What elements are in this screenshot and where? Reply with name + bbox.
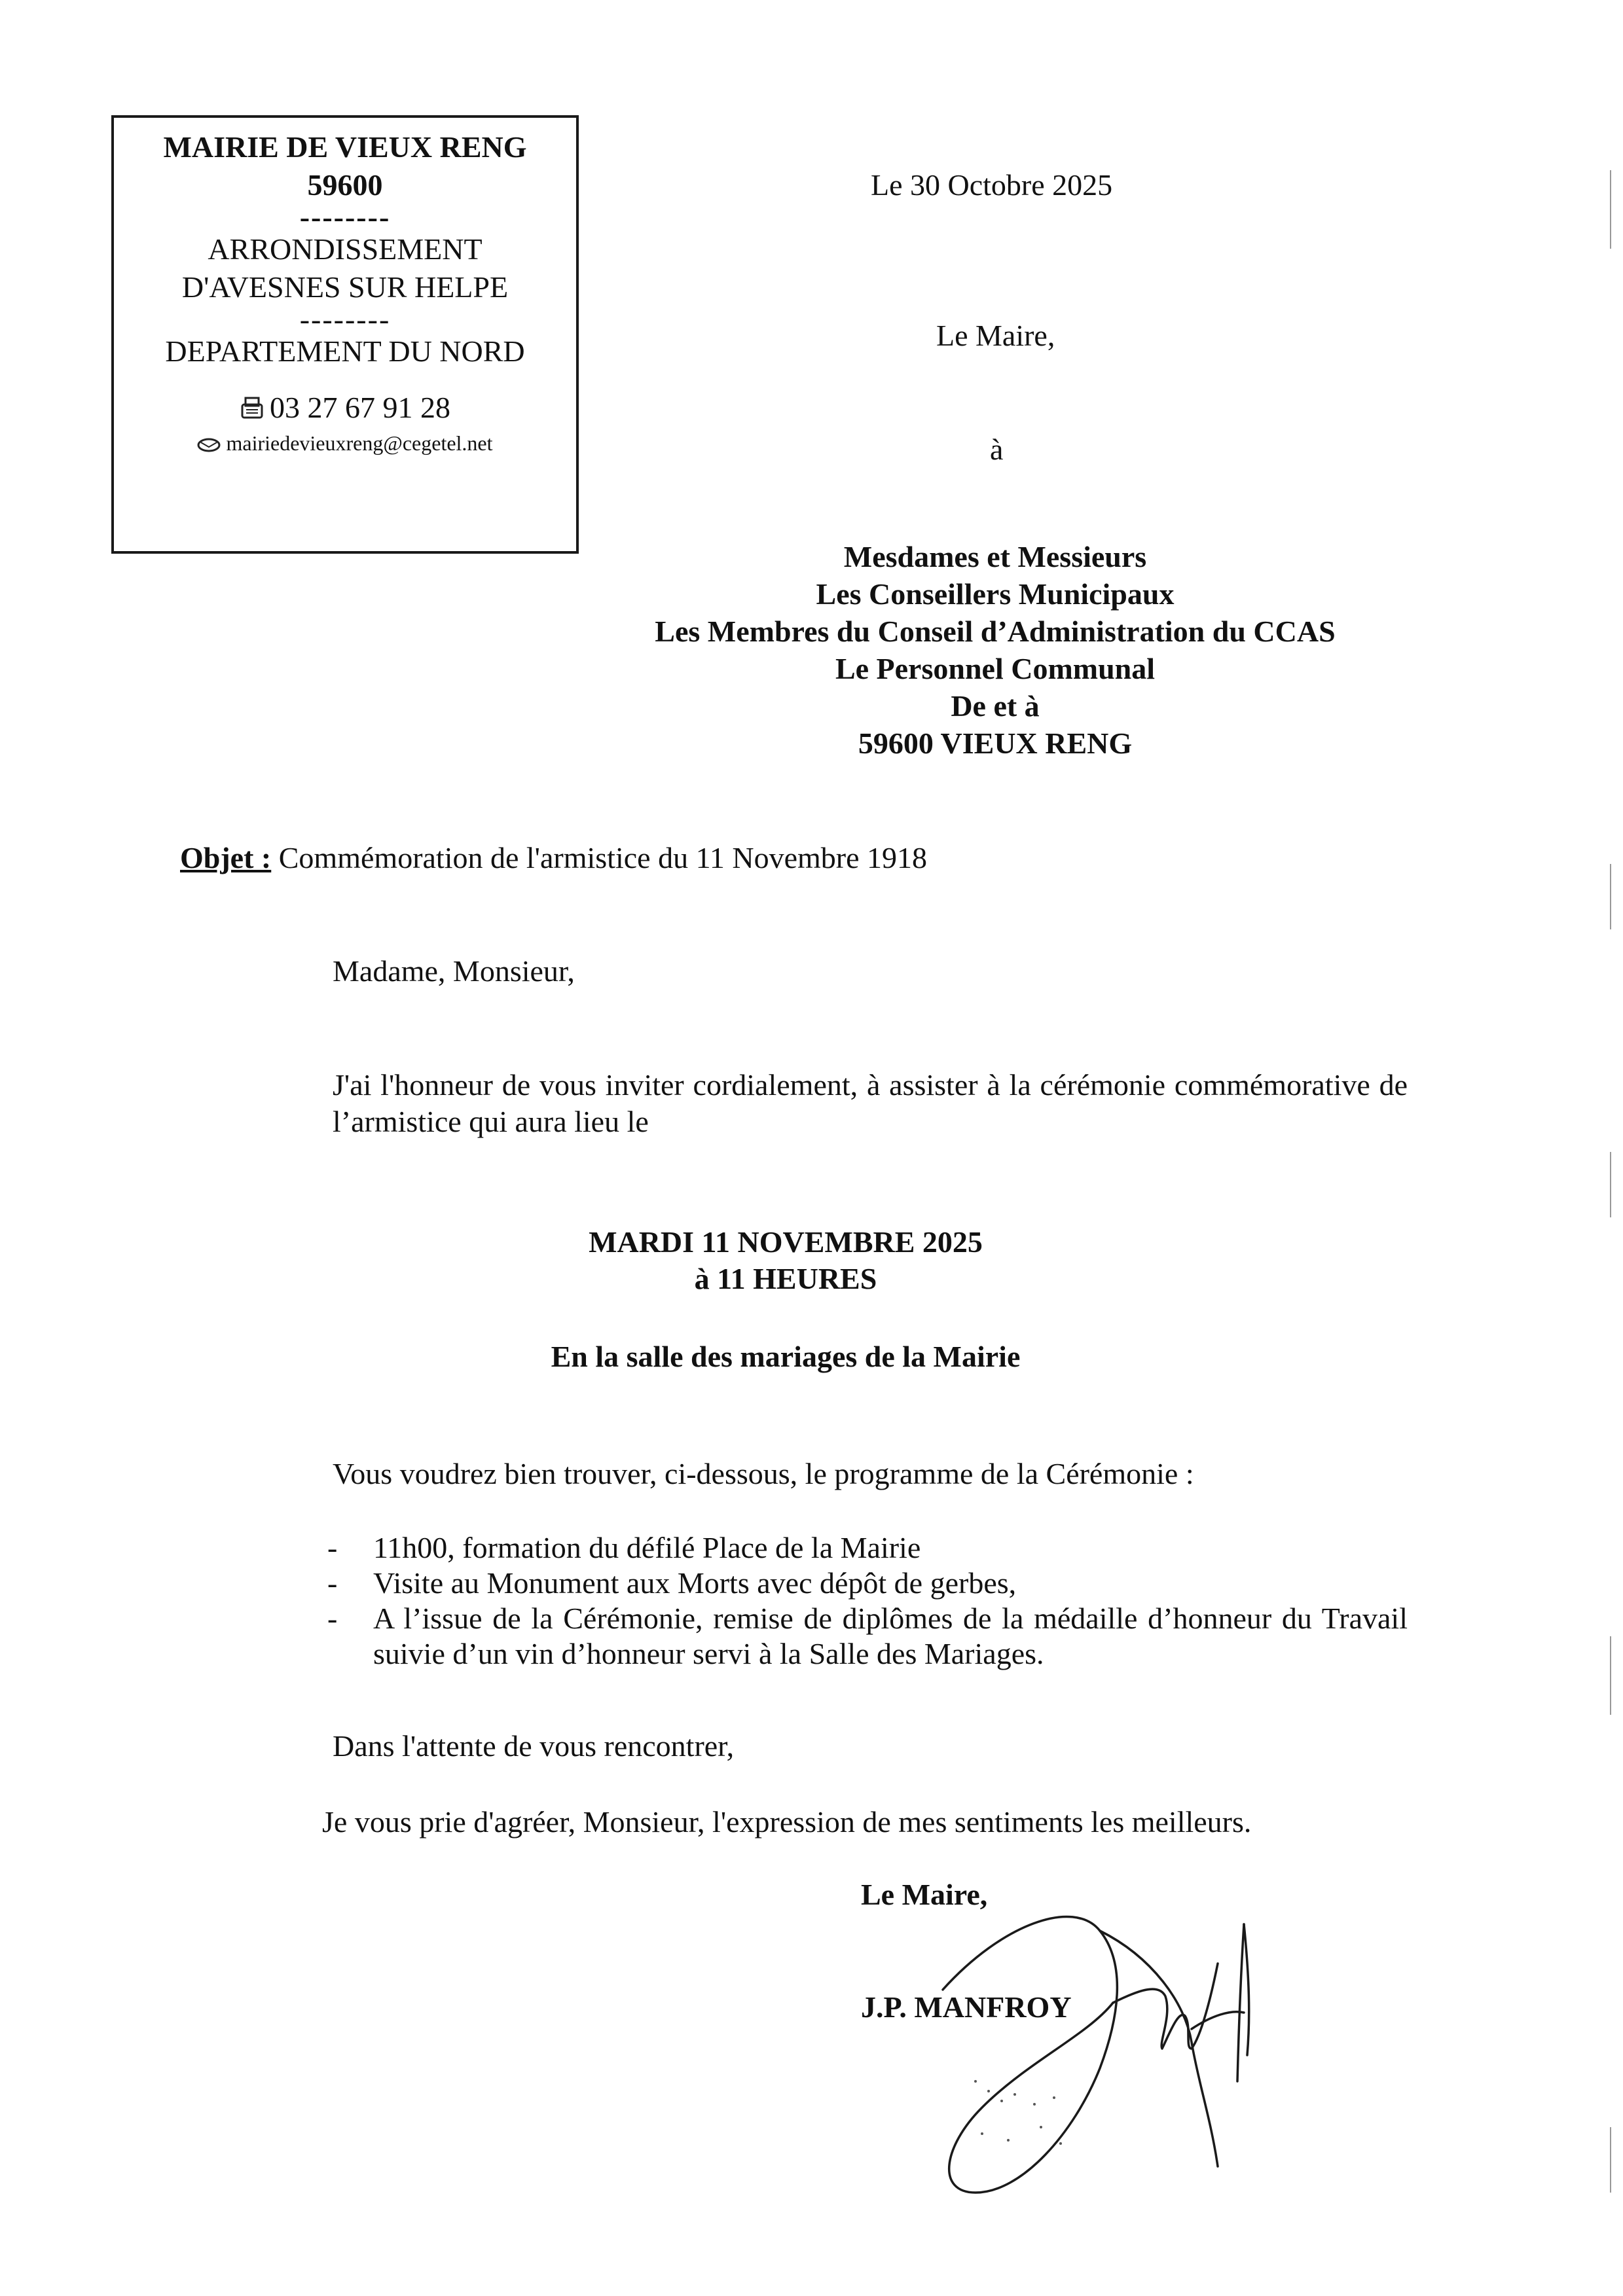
mail-icon [197, 432, 221, 459]
recipient-line: 59600 VIEUX RENG [858, 726, 1133, 760]
programme-intro: Vous voudrez bien trouver, ci-dessous, le programme de la Cérémonie : [333, 1457, 1194, 1490]
letterhead-title: MAIRIE DE VIEUX RENG [163, 130, 527, 164]
subject-line [180, 840, 927, 875]
letterhead-zip: 59600 [307, 168, 383, 202]
salutation: Madame, Monsieur, [333, 954, 575, 988]
event-date: MARDI 11 NOVEMBRE 2025 [589, 1225, 983, 1259]
recipient-line: Les Membres du Conseil d’Administration du CCAS [655, 615, 1336, 648]
letterhead-separator: -------- [299, 200, 391, 234]
closing-line-1: Dans l'attente de vous rencontrer, [333, 1729, 735, 1763]
letter-to-word: à [990, 433, 1004, 466]
recipient-line: Le Personnel Communal [835, 652, 1156, 685]
letterhead-email: mairiedevieuxreng@cegetel.net [226, 431, 493, 456]
letterhead-email-line [114, 429, 576, 459]
letterhead-phone-line [114, 389, 576, 429]
subject-label: Objet : [180, 841, 272, 874]
signoff-title: Le Maire, [861, 1878, 988, 1911]
letter-date: Le 30 Octobre 2025 [871, 168, 1113, 202]
event-time: à 11 HEURES [694, 1262, 877, 1295]
signer-name: J.P. MANFROY [861, 1990, 1072, 2024]
letterhead-departement: DEPARTEMENT DU NORD [165, 334, 525, 368]
event-block [458, 1224, 1113, 1297]
letterhead-arrondissement-1: ARRONDISSEMENT [208, 232, 483, 266]
phone-icon [240, 391, 264, 429]
letterhead-arrondissement-2: D'AVESNES SUR HELPE [181, 270, 509, 304]
scan-edge-marks [1604, 0, 1617, 2296]
recipient-line: Les Conseillers Municipaux [816, 577, 1175, 611]
list-bullet: - [327, 1566, 338, 1600]
recipient-line: Mesdames et Messieurs [843, 540, 1147, 573]
programme-item: - A l’issue de la Cérémonie, remise de diplômes de la médaille d’honneur du Travail suivie d’un vin d’honneur servi à la Salle des Mariages. [327, 1602, 1408, 1670]
letterhead-box [111, 115, 579, 554]
list-bullet: - [327, 1531, 338, 1564]
event-venue: En la salle des mariages de la Mairie [551, 1340, 1021, 1373]
closing-line-2: Je vous prie d'agréer, Monsieur, l'expression de mes sentiments les meilleurs. [322, 1805, 1252, 1839]
subject-text: Commémoration de l'armistice du 11 Novembre 1918 [271, 841, 928, 874]
letter-sender: Le Maire, [936, 319, 1055, 352]
recipients-block [589, 538, 1401, 762]
programme-item: - 11h00, formation du défilé Place de la Mairie [327, 1531, 921, 1564]
list-bullet: - [327, 1602, 338, 1635]
recipient-line: De et à [951, 689, 1040, 723]
programme-item: - Visite au Monument aux Morts avec dépôt de gerbes, [327, 1566, 1017, 1600]
letterhead-separator-2: -------- [299, 302, 391, 336]
invitation-paragraph: J'ai l'honneur de vous inviter cordialement, à assister à la cérémonie commémorative de l’armistice qui aura lieu le [333, 1068, 1408, 1138]
signature-drawing [903, 1885, 1270, 2225]
letterhead-phone: 03 27 67 91 28 [270, 391, 450, 424]
programme-list [327, 1530, 1408, 1672]
